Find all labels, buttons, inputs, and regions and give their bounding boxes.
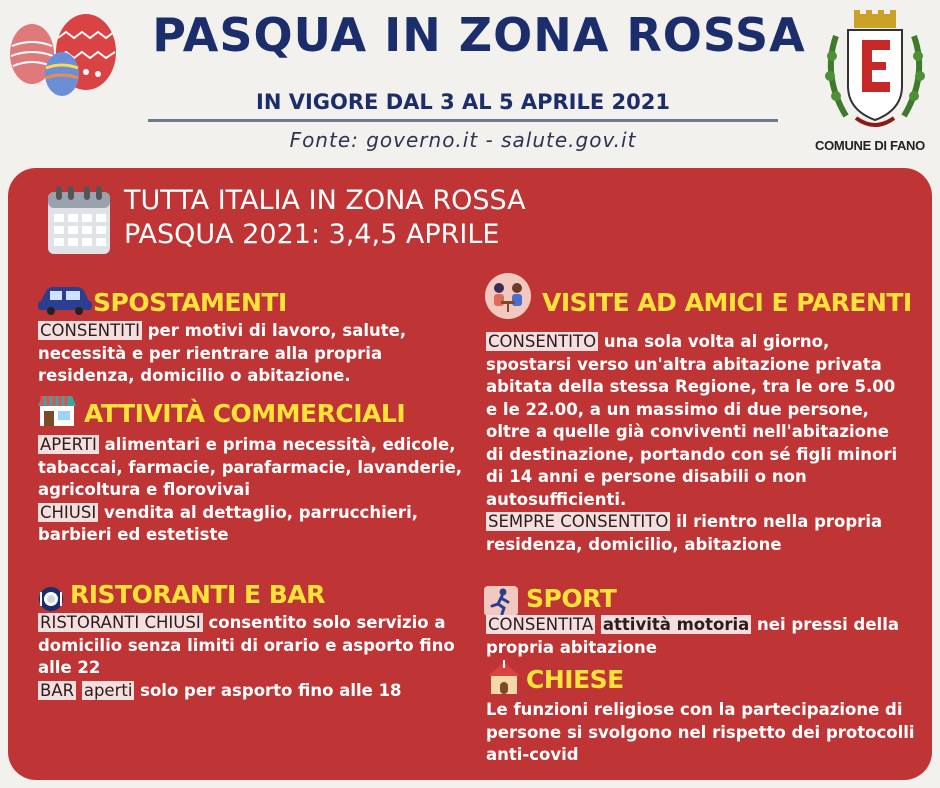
tag-aperti: APERTI [40,435,97,454]
section-title-visite: VISITE AD AMICI E PARENTI [542,288,912,317]
banner-line-2: PASQUA 2021: 3,4,5 APRILE [124,219,500,250]
banner [124,184,526,252]
tag-bar: BAR [40,680,75,700]
car-icon [36,283,94,315]
tag-consentita: CONSENTITA [488,615,594,634]
people-table-icon [484,272,532,320]
divider [148,119,778,122]
calendar-icon [46,182,112,256]
sport-text: CONSENTITA attività motoria nei pressi della propria abitazione [486,615,900,657]
tag-ristoranti-chiusi: RISTORANTI CHIUSI [40,613,201,632]
running-icon [484,586,518,616]
source-line: Fonte: governo.it - salute.gov.it [289,128,637,152]
section-title-sport: SPORT [526,584,617,613]
section-title-chiese: CHIESE [526,665,624,694]
crest-label: COMUNE DI FANO [815,138,925,153]
tag-consentito: CONSENTITO [488,332,597,351]
section-title-ristoranti: RISTORANTI E BAR [70,580,325,609]
page-title: PASQUA IN ZONA ROSSA [152,8,806,62]
tag-bar-aperti: aperti [83,680,133,700]
validity-subtitle: IN VIGORE DAL 3 AL 5 APRILE 2021 [256,90,670,114]
plate-icon [38,586,64,612]
shop-icon [36,392,78,428]
banner-line-1: TUTTA ITALIA IN ZONA ROSSA [124,185,526,216]
spostamenti-text: CONSENTITI per motivi di lavoro, salute, necessità e per rientrare alla propria residenza, domicilio o abitazione. [38,321,407,385]
tag-consentiti: CONSENTITI [40,321,140,340]
visite-text: CONSENTITO una sola volta al giorno, spostarsi verso un'altra abitazione privata abitata della stessa Regione, tra le ore 5.00 e le 22.00, a un massimo di due persone, oltre a quelle già conviventi nell'abitazione di destinazione, portando con sé figli minori di 14 anni e persone disabili o non autosufficienti. SEMPRE CONSENTITO il rientro nella propria residenza, domicilio, abitazione [486,332,898,554]
tag-sempre-consentito: SEMPRE CONSENTITO [488,512,669,531]
easter-eggs-icon [6,8,124,100]
tag-attivita-motoria: attività motoria [602,615,750,634]
chiese-text: Le funzioni religiose con la partecipazione di persone si svolgono nel rispetto dei protocolli anti-covid [486,700,915,764]
ristoranti-text: RISTORANTI CHIUSI consentito solo servizio a domicilio senza limiti di orario e asporto fino alle 22 BAR aperti solo per asporto fino alle 18 [38,613,455,700]
tag-chiusi: CHIUSI [40,502,97,522]
church-icon [486,660,522,696]
section-title-attivita: ATTIVITÀ COMMERCIALI [84,399,406,428]
section-title-spostamenti: SPOSTAMENTI [93,288,287,317]
attivita-text: APERTI alimentari e prima necessità, edicole, tabaccai, farmacie, parafarmacie, lavanderie, agricoltura e florovivai CHIUSI vendita al dettaglio, parrucchieri, barbieri ed estetiste [38,435,463,544]
coat-of-arms-icon [816,6,934,156]
